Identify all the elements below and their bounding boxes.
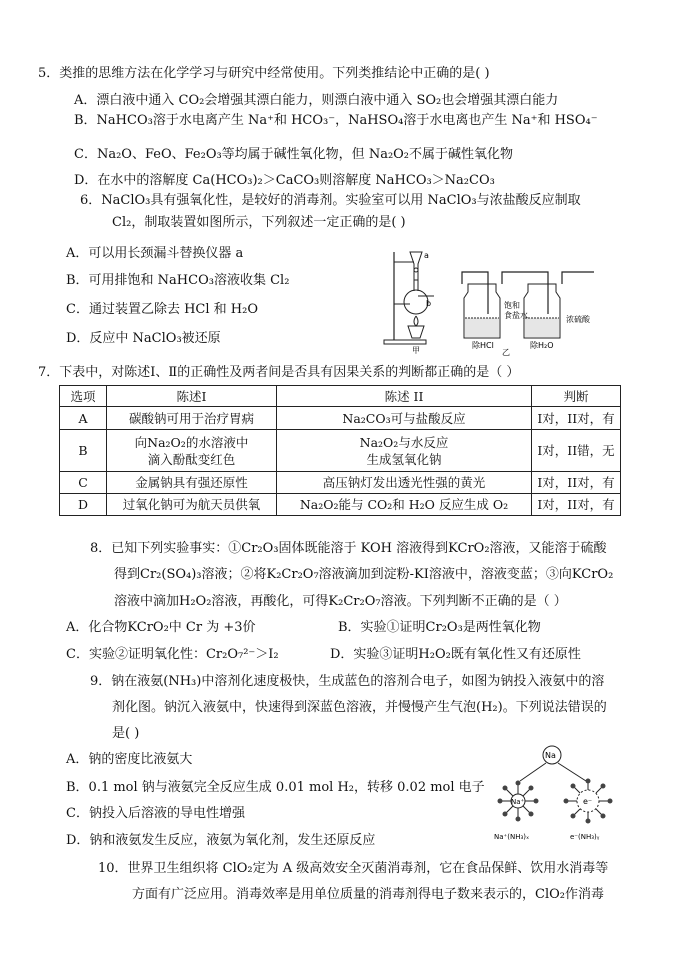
row-judge: I对，II错，无 (532, 430, 621, 472)
q6-stem-line1: 6．NaClO₃具有强氧化性，是较好的消毒剂。实验室可以用 NaClO₃与浓盐酸反应制取 (80, 193, 581, 208)
solvation-figure (490, 743, 625, 843)
label-jia: 甲 (412, 346, 420, 355)
row-option: C (60, 472, 107, 494)
label-saturated: 饱和 (504, 301, 520, 310)
label-remove-hcl: 除HCl (472, 341, 494, 350)
q9-option-d: D．钠和液氨发生反应，液氨为氧化剂，发生还原反应 (66, 833, 376, 848)
q7-stem: 7．下表中，对陈述Ⅰ、Ⅱ的正确性及两者间是否具有因果关系的判断都正确的是（ ） (38, 365, 520, 380)
row-s1: 金属钠具有强还原性 (107, 472, 277, 494)
q8-line1: 8．已知下列实验事实：①Cr₂O₃固体既能溶于 KOH 溶液得到KCrO₂溶液，又能溶于硫酸 (90, 541, 607, 556)
row-option: A (60, 407, 107, 430)
label-salt-water: 食盐水 (504, 311, 528, 320)
caption-na-nh3: Na⁺(NH₃)ₓ (494, 833, 530, 841)
row-option: D (60, 494, 107, 516)
row-s1: 碳酸钠可用于治疗胃病 (107, 407, 277, 430)
row-s2-cont: 生成氢氧化钠 (366, 451, 442, 467)
row-judge: I对，II对，有 (532, 494, 621, 516)
q8-option-d: D．实验③证明H₂O₂既有氧化性又有还原性 (330, 647, 581, 662)
label-yi: 乙 (502, 348, 510, 356)
label-conc-acid: 浓硫酸 (566, 315, 590, 324)
row-judge: I对，II对，有 (532, 472, 621, 494)
apparatus-figure (380, 244, 610, 356)
q5-option-a: A．漂白液中通入 CO₂会增强其漂白能力，则漂白液中通入 SO₂也会增强其漂白能力 (74, 93, 559, 108)
label-e-ion: e⁻ (583, 797, 593, 806)
q9-option-c: C．钠投入后溶液的导电性增强 (66, 806, 245, 821)
q9-option-a: A．钠的密度比液氨大 (66, 752, 193, 767)
row-s1: 过氧化钠可为航天员供氧 (107, 494, 277, 516)
q6-stem-line2: Cl₂，制取装置如图所示，下列叙述一定正确的是( ) (112, 215, 406, 230)
q5-option-d: D．在水中的溶解度 Ca(HCO₃)₂＞CaCO₃则溶解度 NaHCO₃＞Na₂CO₃ (74, 173, 495, 188)
row-judge: I对，II对，有 (532, 407, 621, 430)
q10-line2: 方面有广泛应用。消毒效率是用单位质量的消毒剂得电子数来表示的，ClO₂作消毒 (132, 887, 604, 902)
q7-table (59, 385, 621, 516)
q6-option-b: B．可用排饱和 NaHCO₃溶液收集 Cl₂ (66, 273, 290, 288)
q9-option-b: B．0.1 mol 钠与液氨完全反应生成 0.01 mol H₂，转移 0.02 mol 电子 (66, 780, 485, 795)
row-s2: 高压钠灯发出透光性强的黄光 (277, 472, 532, 494)
label-a: a (424, 251, 429, 260)
label-remove-h2o: 除H₂O (530, 341, 554, 350)
q8-option-c: C．实验②证明氧化性：Cr₂O₇²⁻＞I₂ (66, 647, 279, 662)
q10-line1: 10．世界卫生组织将 ClO₂定为 A 级高效安全灭菌消毒剂，它在食品保鲜、饮用水消毒等 (98, 861, 609, 876)
table-row (60, 407, 621, 430)
q9-line3: 是( ) (112, 726, 140, 741)
row-s2: Na₂CO₃可与盐酸反应 (277, 407, 532, 430)
table-header-s2: 陈述 II (277, 386, 532, 407)
q6-option-a: A．可以用长颈漏斗替换仪器 a (66, 246, 244, 261)
table-header-judge: 判断 (532, 386, 621, 407)
row-s1: 向Na₂O₂的水溶液中 (134, 434, 249, 450)
q8-line3: 溶液中滴加H₂O₂溶液，再酸化，可得K₂Cr₂O₇溶液。下列判断不正确的是（ ） (114, 594, 567, 609)
label-b: b (426, 299, 432, 308)
q9-line1: 9．钠在液氨(NH₃)中溶剂化速度极快，生成蓝色的溶剂合电子，如图为钠投入液氨中的溶 (90, 674, 605, 689)
table-row (60, 494, 621, 516)
row-s2: Na₂O₂能与 CO₂和 H₂O 反应生成 O₂ (277, 494, 532, 516)
q5-option-c: C．Na₂O、FeO、Fe₂O₃等均属于碱性氧化物，但 Na₂O₂不属于碱性氧化物 (74, 147, 514, 162)
q5-option-b: B．NaHCO₃溶于水电离产生 Na⁺和 HCO₃⁻，NaHSO₄溶于水电离也产生 Na⁺和 HSO₄⁻ (74, 113, 598, 128)
q6-option-c: C．通过装置乙除去 HCl 和 H₂O (66, 302, 258, 317)
q6-option-d: D．反应中 NaClO₃被还原 (66, 331, 221, 346)
table-row (60, 472, 621, 494)
table-header-option: 选项 (60, 386, 107, 407)
label-na-ion: Na⁺ (511, 798, 525, 806)
caption-e-nh3: e⁻(NH₃)ᵧ (570, 833, 600, 841)
q8-line2: 得到Cr₂(SO₄)₃溶液；②将K₂Cr₂O₇溶液滴加到淀粉-KI溶液中，溶液变蓝；③向KCrO₂ (114, 567, 614, 582)
table-header-s1: 陈述Ⅰ (107, 386, 277, 407)
q8-option-b: B．实验①证明Cr₂O₃是两性氧化物 (338, 620, 541, 635)
row-s2: Na₂O₂与水反应 (359, 434, 449, 450)
q5-stem: 5．类推的思维方法在化学学习与研究中经常使用。下列类推结论中正确的是( ) (38, 66, 490, 81)
q9-line2: 剂化图。钠沉入液氨中，快速得到深蓝色溶液，并慢慢产生气泡(H₂)。下列说法错误的 (112, 700, 607, 715)
row-option: B (60, 430, 107, 472)
label-na: Na (545, 751, 556, 760)
row-s1-cont: 滴入酚酞变红色 (147, 451, 236, 467)
q8-option-a: A．化合物KCrO₂中 Cr 为 +3价 (66, 620, 256, 635)
table-row (60, 430, 621, 472)
